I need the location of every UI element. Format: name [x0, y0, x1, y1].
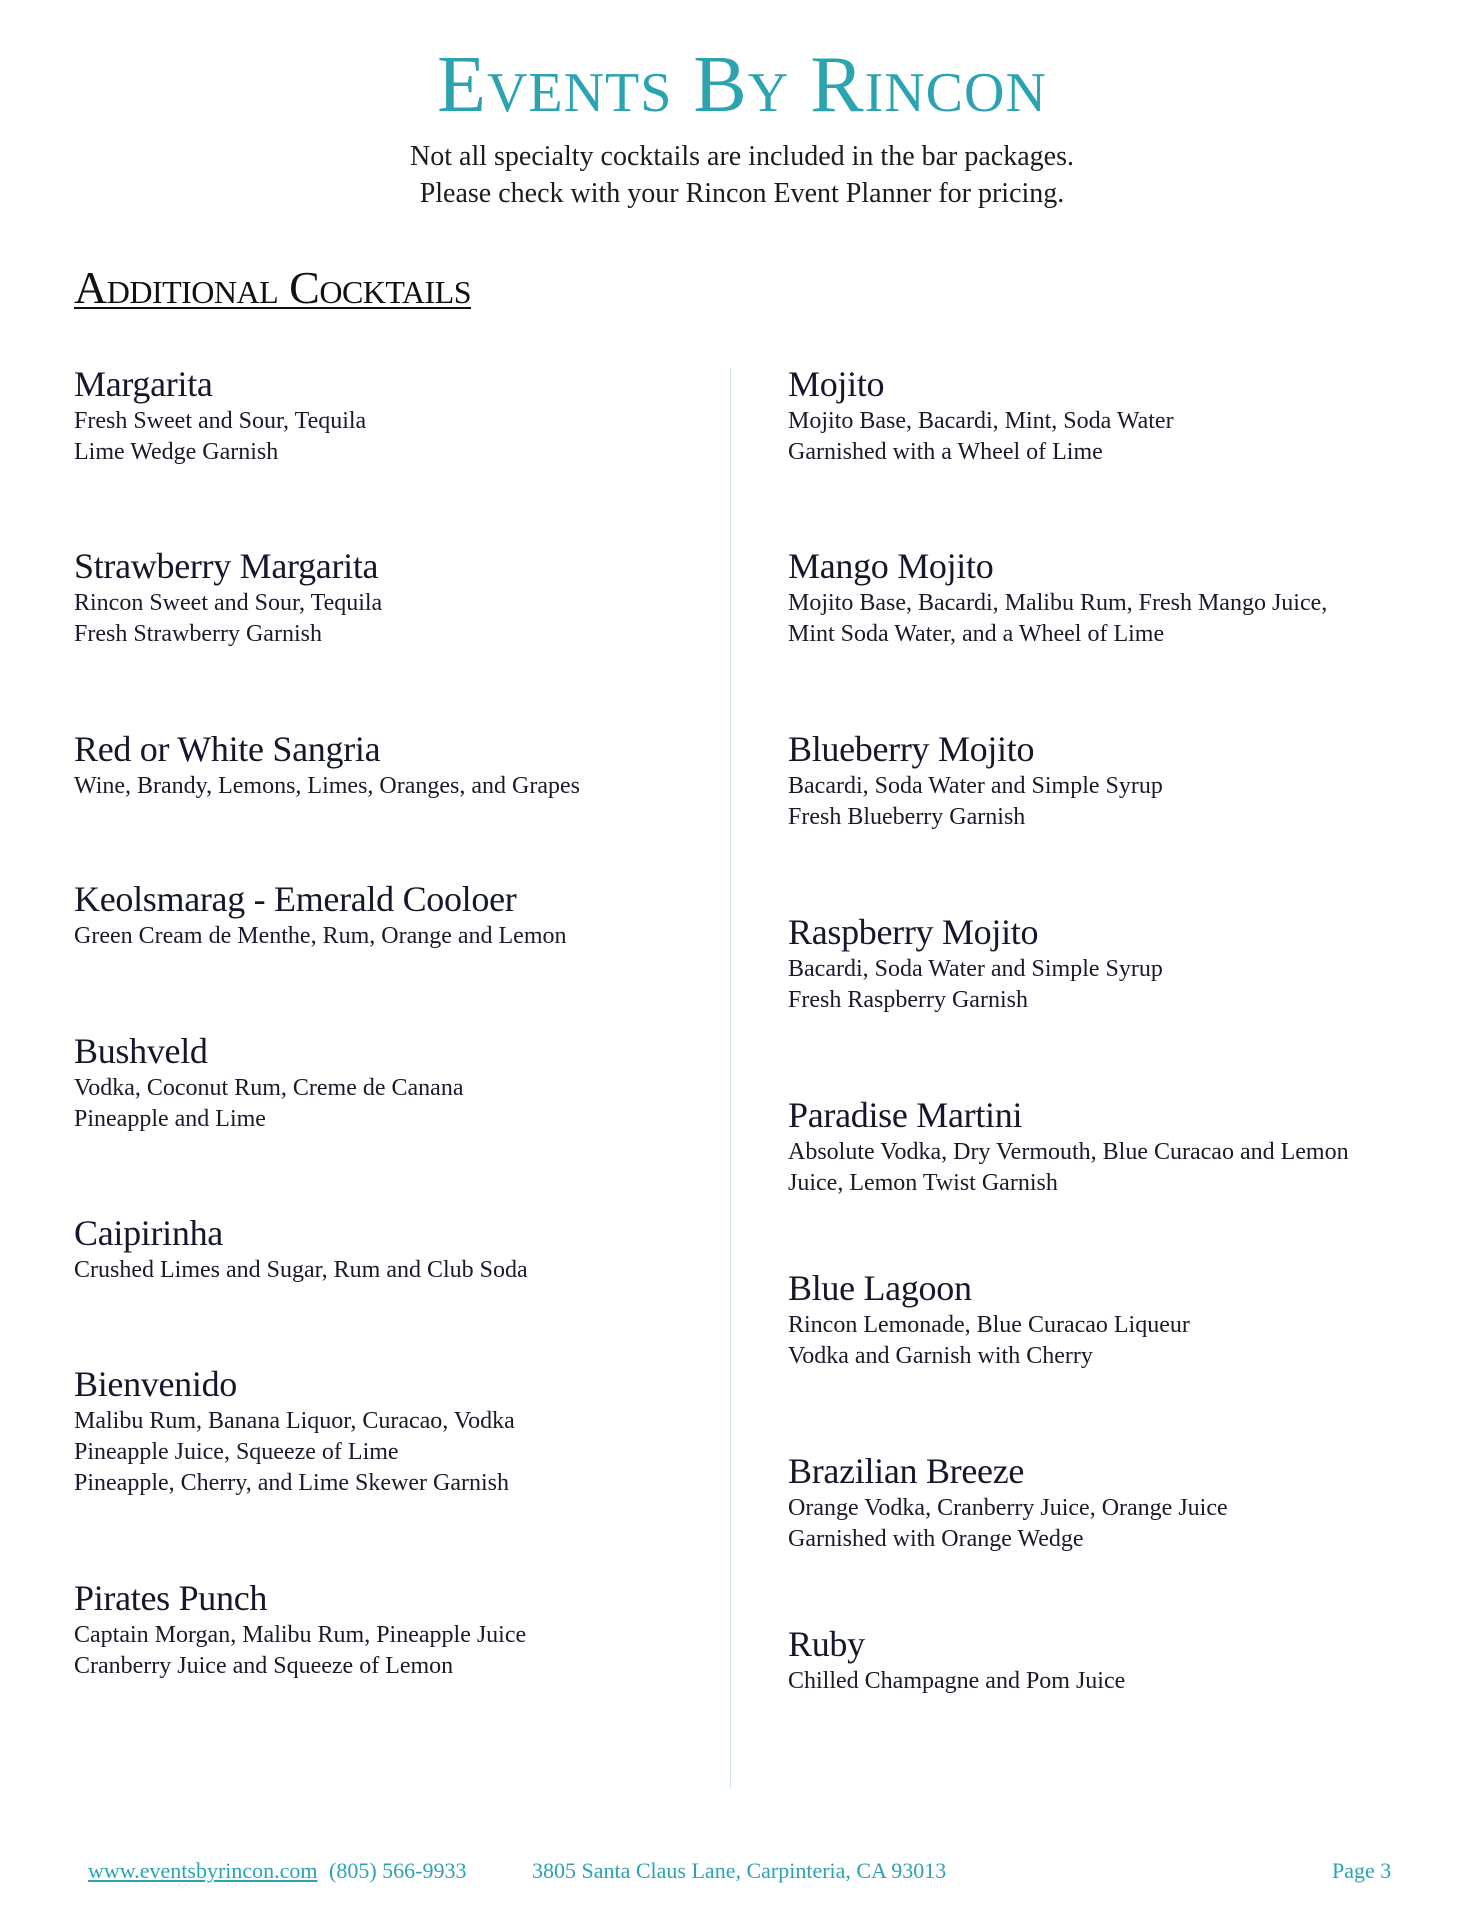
cocktail-name: Bienvenido	[74, 1364, 237, 1404]
cocktail-description: Crushed Limes and Sugar, Rum and Club Soda	[74, 1257, 528, 1283]
cocktail-name: Blueberry Mojito	[788, 729, 1035, 769]
cocktail-name: Margarita	[74, 364, 213, 404]
cocktail-description: Bacardi, Soda Water and Simple Syrup Fresh Blueberry Garnish	[788, 773, 1163, 830]
cocktail-description: Absolute Vodka, Dry Vermouth, Blue Curacao and Lemon Juice, Lemon Twist Garnish	[788, 1139, 1349, 1196]
cocktail-raspberry-mojito	[788, 910, 1468, 1016]
cocktail-description: Chilled Champagne and Pom Juice	[788, 1668, 1126, 1694]
cocktail-description: Mojito Base, Bacardi, Malibu Rum, Fresh Mango Juice, Mint Soda Water, and a Wheel of Lime	[788, 590, 1328, 647]
cocktail-name: Strawberry Margarita	[74, 546, 379, 586]
cocktail-name: Caipirinha	[74, 1213, 223, 1253]
phone-number: (805) 566-9933	[329, 1858, 467, 1883]
cocktail-paradise-martini	[788, 1093, 1468, 1199]
cocktail-name: Bushveld	[74, 1031, 208, 1071]
footer-address: 3805 Santa Claus Lane, Carpinteria, CA 93013	[532, 1858, 947, 1883]
cocktail-bushveld	[74, 1029, 754, 1135]
cocktail-strawberry-margarita	[74, 544, 754, 650]
cocktail-name: Mango Mojito	[788, 546, 994, 586]
cocktail-description: Mojito Base, Bacardi, Mint, Soda Water Garnished with a Wheel of Lime	[788, 408, 1174, 465]
cocktail-margarita	[74, 362, 754, 468]
cocktail-caipirinha	[74, 1211, 754, 1286]
cocktail-blue-lagoon	[788, 1266, 1468, 1372]
cocktail-description: Fresh Sweet and Sour, Tequila Lime Wedge Garnish	[74, 408, 367, 465]
brand-title: Events By Rincon	[437, 41, 1047, 129]
cocktail-name: Blue Lagoon	[788, 1268, 972, 1308]
pricing-notice	[0, 138, 1484, 212]
cocktail-description: Green Cream de Menthe, Rum, Orange and Lemon	[74, 923, 567, 949]
cocktail-description: Vodka, Coconut Rum, Creme de Canana Pineapple and Lime	[74, 1075, 464, 1132]
cocktail-mango-mojito	[788, 544, 1468, 650]
cocktail-name: Raspberry Mojito	[788, 912, 1039, 952]
cocktail-description: Orange Vodka, Cranberry Juice, Orange Juice Garnished with Orange Wedge	[788, 1495, 1228, 1552]
cocktail-name: Pirates Punch	[74, 1578, 268, 1618]
cocktail-description: Captain Morgan, Malibu Rum, Pineapple Juice Cranberry Juice and Squeeze of Lemon	[74, 1622, 527, 1679]
cocktail-name: Ruby	[788, 1624, 865, 1664]
cocktail-ruby	[788, 1622, 1468, 1697]
cocktail-blueberry-mojito	[788, 727, 1468, 833]
cocktail-description: Malibu Rum, Banana Liquor, Curacao, Vodka Pineapple Juice, Squeeze of Lime Pineapple, Cherry, and Lime Skewer Garnish	[74, 1408, 515, 1496]
cocktail-name: Keolsmarag - Emerald Cooloer	[74, 879, 517, 919]
cocktail-name: Red or White Sangria	[74, 729, 381, 769]
cocktail-mojito	[788, 362, 1468, 468]
footer-contact	[88, 1856, 467, 1886]
cocktail-name: Brazilian Breeze	[788, 1451, 1025, 1491]
notice-line-1: Not all specialty cocktails are included in the bar packages.	[410, 141, 1074, 172]
cocktail-pirates-punch	[74, 1576, 754, 1682]
website-link[interactable]: www.eventsbyrincon.com	[88, 1858, 318, 1883]
cocktail-bienvenido	[74, 1362, 754, 1499]
cocktail-keolsmarag	[74, 877, 754, 952]
cocktail-description: Wine, Brandy, Lemons, Limes, Oranges, and Grapes	[74, 773, 581, 799]
cocktail-description: Rincon Lemonade, Blue Curacao Liqueur Vodka and Garnish with Cherry	[788, 1312, 1190, 1369]
cocktail-description: Rincon Sweet and Sour, Tequila Fresh Strawberry Garnish	[74, 590, 383, 647]
cocktail-description: Bacardi, Soda Water and Simple Syrup Fresh Raspberry Garnish	[788, 956, 1163, 1013]
notice-line-2: Please check with your Rincon Event Planner for pricing.	[419, 178, 1065, 209]
page-number: Page 3	[1332, 1858, 1392, 1883]
cocktail-name: Mojito	[788, 364, 885, 404]
cocktail-name: Paradise Martini	[788, 1095, 1023, 1135]
cocktail-brazilian-breeze	[788, 1449, 1468, 1555]
section-heading: Additional Cocktails	[74, 262, 472, 313]
cocktail-sangria	[74, 727, 754, 802]
